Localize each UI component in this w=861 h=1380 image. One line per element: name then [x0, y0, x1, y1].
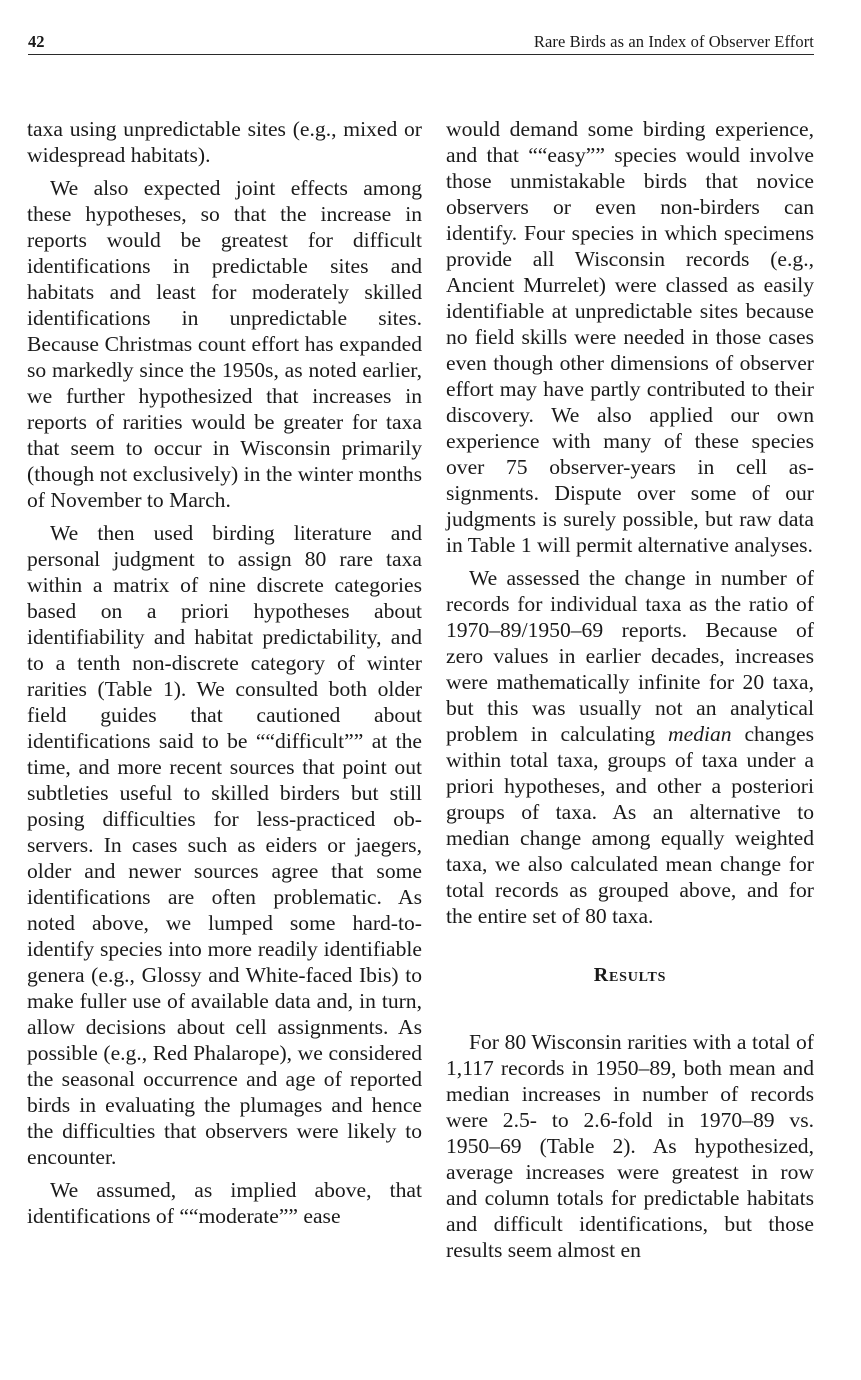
paragraph: For 80 Wisconsin rarities with a total of 1,117 records in 1950–89, both mean and median increases in number of records were 2.5- to 2.6-fold in 1970–89 vs. 1950–69 (Table 2). As hypothesized, average increases were greatest in row and column totals for predictable habitats and difficult identifications, but those results seem almost en: [446, 1030, 814, 1262]
running-title: Rare Birds as an Index of Observer Effort: [533, 32, 814, 51]
italic-term: median: [668, 722, 732, 746]
paragraph: would demand some birding experience, and that ““easy”” species would involve those unmistakable birds that novice observers or even non-birders can identify. Four species in which specimens provide all Wisconsin records (e.g., Ancient Murrelet) were classed as easily identifiable at unpredictable sites because no field skills were needed in those cases even though other dimensions of observer effort may have partly contributed to their discovery. We also applied our own experience with many of these species over 75 observer-years in cell assignments. Dispute over some of our judgments is surely possible, but raw data in Table 1 will permit alternative analyses.: [446, 117, 814, 557]
paragraph: We also expected joint effects among these hypotheses, so that the increase in reports would be greatest for difficult identifications in predictable sites and habitats and least for moderately skilled identifications in unpredictable sites. Because Christmas count effort has expanded so markedly since the 1950s, as noted earlier, we further hypothesized that increases in reports of rarities would be greater for taxa that seem to occur in Wisconsin primarily (though not exclusively) in the winter months of November to March.: [27, 176, 422, 512]
left-column: [27, 116, 422, 1236]
paragraph-text: changes within total taxa, groups of taxa under a priori hypotheses, and other a posteriori groups of taxa. As an alternative to median change among equally weighted taxa, we also calculated mean change for total records as grouped above, and for the entire set of 80 taxa.: [446, 722, 814, 928]
running-header: [28, 32, 814, 55]
page-number: 42: [28, 32, 45, 51]
paragraph: We then used birding literature and personal judgment to assign 80 rare taxa within a matrix of nine discrete categories based on a priori hypotheses about identifiability and habitat predictability, and to a tenth non-discrete category of winter rarities (Table 1). We consulted both older field guides that cautioned about identifications said to be ““difficult”” at the time, and more recent sources that point out subtleties useful to skilled birders but still posing difficulties for less-practiced observers. In cases such as eiders or jaegers, older and newer sources agree that some identifications are often problematic. As noted above, we lumped some hard-to-identify species into more readily identifiable genera (e.g., Glossy and White-faced Ibis) to make fuller use of available data and, in turn, allow decisions about cell assignments. As possible (e.g., Red Phalarope), we considered the seasonal occurrence and age of reported birds in evaluating the plumages and hence the difficulties that observers were likely to encounter.: [27, 521, 422, 1169]
paragraph: [446, 565, 814, 929]
right-column: [446, 116, 814, 1270]
paragraph: taxa using unpredictable sites (e.g., mixed or widespread habitats).: [27, 117, 422, 167]
paragraph: We assumed, as implied above, that identifications of ““moderate”” ease: [27, 1178, 422, 1228]
paragraph-text: We assessed the change in number of records for individual taxa as the ratio of 1970–89/1950–69 reports. Because of zero values in earlier decades, increases were mathematically infinite for 20 taxa, but this was usually not an analytical problem in calculating: [446, 566, 814, 746]
results-heading: Results: [593, 964, 667, 986]
